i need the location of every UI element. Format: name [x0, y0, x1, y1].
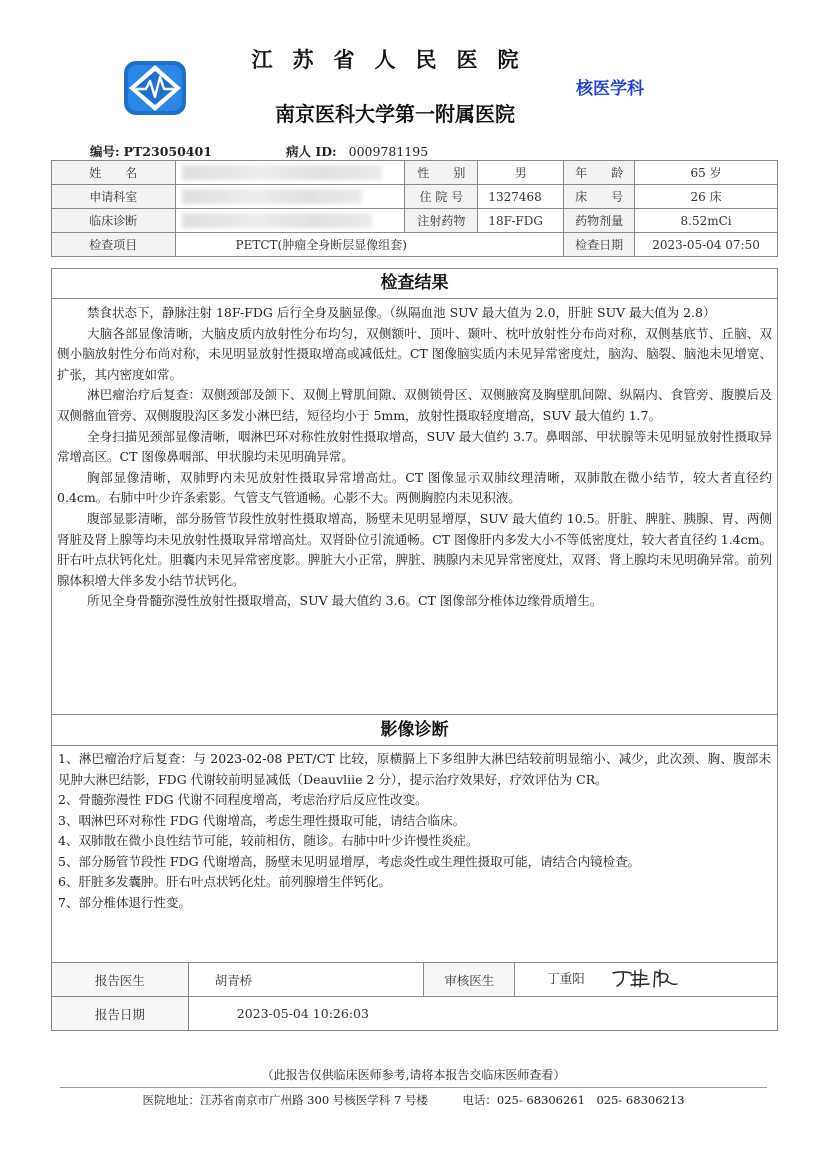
drug-value: 18F-FDG — [478, 209, 564, 233]
report-number-value: PT23050401 — [123, 144, 212, 159]
reporter-label: 报告医生 — [52, 963, 189, 997]
result-paragraph: 胸部显像清晰，双肺野内未见放射性摄取异常增高灶。CT 图像显示双肺纹理清晰，双肺散在微小结节，较大者直径约 0.4cm。右肺中叶少许条索影。气管支气管通畅。心影不大。两侧胸腔内未见积液。 — [57, 469, 772, 506]
imaging-diagnosis-section — [51, 714, 778, 963]
footer-note: （此报告仅供临床医师参考,请将本报告交临床医师查看） — [261, 1068, 566, 1082]
reporter-name: 胡青桥 — [188, 963, 424, 997]
patient-name-redacted — [175, 161, 405, 185]
reviewer-name: 丁重阳 — [547, 971, 585, 986]
diagnosis-item: 1、淋巴瘤治疗后复查：与 2023-02-08 PET/CT 比较，原横膈上下多组肿大淋巴结较前明显缩小、减少，此次颈、胸、腹部未见肿大淋巴结影，FDG 代谢较前明显减低（Deauvliie 2 分），提示治疗效果好，疗效评估为 CR。 — [58, 751, 771, 787]
hospital-subname: 南京医科大学第一附属医院 — [275, 102, 515, 126]
exam-item-label: 检查项目 — [52, 233, 176, 257]
diagnosis-item: 5、部分肠管节段性 FDG 代谢增高，肠壁未见明显增厚，考虑炎性或生理性摄取可能，请结合内镜检查。 — [58, 853, 641, 869]
result-paragraph: 所见全身骨髓弥漫性放射性摄取增高，SUV 最大值约 3.6。CT 图像部分椎体边缘骨质增生。 — [87, 593, 603, 609]
bed-value: 26 床 — [635, 185, 778, 209]
department-name: 核医学科 — [576, 79, 644, 99]
dose-label: 药物剂量 — [564, 209, 635, 233]
exam-results-title: 检查结果 — [52, 269, 777, 299]
report-number — [90, 142, 212, 160]
exam-date-label: 检查日期 — [564, 233, 635, 257]
result-paragraph: 大脑各部显像清晰，大脑皮质内放射性分布均匀，双侧额叶、顶叶、颞叶、枕叶放射性分布尚对称，双侧基底节、丘脑、双侧小脑放射性分布尚对称，未见明显放射性摄取增高或减低灶。CT 图像脑实质内未见异常密度灶，脑沟、脑裂、脑池未见增宽、扩张，其内密度如常。 — [57, 325, 772, 382]
signature-table — [51, 962, 778, 1031]
dose-value: 8.52mCi — [635, 209, 778, 233]
result-paragraph: 腹部显影清晰，部分肠管节段性放射性摄取增高，肠壁未见明显增厚，SUV 最大值约 10.5。肝脏、脾脏、胰腺、胃、两侧肾脏及肾上腺等均未见放射性摄取异常增高灶。双肾卧位引流通畅。CT 图像肝内多发大小不等低密度灶，较大者直径约 1.4cm。肝右叶点状钙化灶。胆囊内未见异常密度影。脾脏大小正常，脾脏、胰腺内未见异常密度灶，双肾、肾上腺均未见明确异常。前列腺体积增大伴多发小结节状钙化。 — [57, 510, 772, 588]
result-paragraph: 淋巴瘤治疗后复查：双侧颈部及颌下、双侧上臂肌间隙、双侧锁骨区、双侧腋窝及胸壁肌间隙、纵隔内、食管旁、腹膜后及双侧髂血管旁、双侧腹股沟区多发小淋巴结，短径均小于 5mm，放射性摄取轻度增高，SUV 最大值约 1.7。 — [57, 387, 772, 423]
inpatient-label: 住 院 号 — [405, 185, 478, 209]
name-label: 姓 名 — [52, 161, 176, 185]
diagnosis-item: 6、肝脏多发囊肿。肝右叶点状钙化灶。前列腺增生伴钙化。 — [58, 874, 391, 889]
report-date-value: 2023-05-04 10:26:03 — [188, 997, 777, 1031]
drug-label: 注射药物 — [405, 209, 478, 233]
age-value: 65 岁 — [635, 161, 778, 185]
reviewer-handwritten-signature — [611, 967, 681, 992]
department-label: 申请科室 — [52, 185, 176, 209]
result-paragraph: 全身扫描见颈部显像清晰，咽淋巴环对称性放射性摄取增高，SUV 最大值约 3.7。鼻咽部、甲状腺等未见明显放射性摄取异常增高区。CT 图像鼻咽部、甲状腺均未见明确异常。 — [57, 428, 772, 465]
reviewer-cell — [515, 963, 778, 997]
result-paragraph: 禁食状态下，静脉注射 18F-FDG 后行全身及脑显像。（纵隔血池 SUV 最大值为 2.0，肝脏 SUV 最大值为 2.8） — [87, 305, 716, 320]
clinical-diagnosis-redacted — [175, 209, 405, 233]
imaging-diagnosis-body — [52, 746, 777, 913]
report-number-label: 编号: — [90, 144, 120, 159]
bed-label: 床 号 — [564, 185, 635, 209]
gender-value: 男 — [478, 161, 564, 185]
diagnosis-item: 2、骨髓弥漫性 FDG 代谢不同程度增高，考虑治疗后反应性改变。 — [58, 792, 428, 807]
gender-label: 性 别 — [405, 161, 478, 185]
footer-divider — [60, 1087, 767, 1088]
exam-date-value: 2023-05-04 07:50 — [635, 233, 778, 257]
patient-id — [286, 142, 428, 160]
hospital-name: 江苏省人民医院 — [251, 47, 539, 72]
age-label: 年 龄 — [564, 161, 635, 185]
department-redacted — [175, 185, 405, 209]
clinical-diagnosis-label: 临床诊断 — [52, 209, 176, 233]
diagnosis-item: 7、部分椎体退行性变。 — [58, 894, 191, 910]
inpatient-value: 1327468 — [478, 185, 564, 209]
footer-address: 医院地址：江苏省南京市广州路 300 号核医学科 7 号楼 电话：025- 68306261 025- 68306213 — [142, 1093, 685, 1107]
patient-id-label: 病人 ID: — [286, 144, 337, 159]
patient-info-table — [51, 160, 778, 257]
report-date-label: 报告日期 — [52, 997, 189, 1031]
imaging-diagnosis-title: 影像诊断 — [52, 715, 777, 746]
patient-id-value: 0009781195 — [348, 144, 429, 159]
exam-results-body — [52, 299, 777, 612]
reviewer-label: 审核医生 — [424, 963, 515, 997]
diagnosis-item: 3、咽淋巴环对称性 FDG 代谢增高，考虑生理性摄取可能，请结合临床。 — [58, 812, 466, 828]
diagnosis-item: 4、双肺散在微小良性结节可能，较前相仿，随诊。右肺中叶少许慢性炎症。 — [58, 833, 479, 848]
exam-results-section — [51, 268, 778, 715]
exam-item-value: PETCT(肿瘤全身断层显像组套) — [175, 233, 564, 257]
hospital-logo — [122, 59, 188, 117]
